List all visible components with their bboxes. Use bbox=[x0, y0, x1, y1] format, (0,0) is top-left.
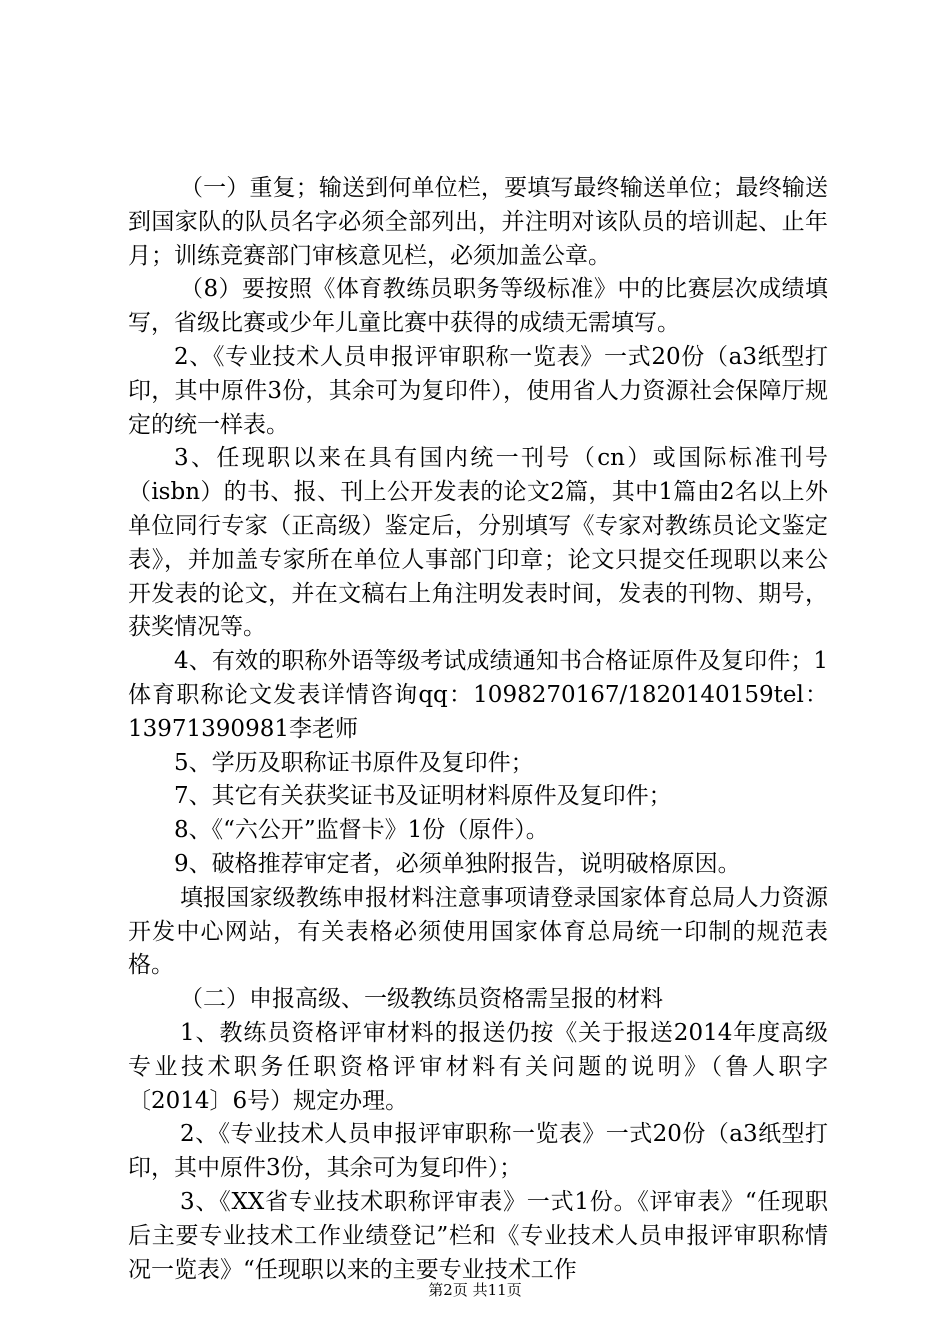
paragraph-5: 4、有效的职称外语等级考试成绩通知书合格证原件及复印件；1体育职称论文发表详情咨询qq：1098270167/1820140159tel：13971390981李老师 bbox=[128, 648, 828, 742]
paragraph-4: 3、任现职以来在具有国内统一刊号（cn）或国际标准刊号（isbn）的书、报、刊上公开发表的论文2篇，其中1篇由2名以上外单位同行专家（正高级）鉴定后，分别填写《专家对教练员论文鉴定表》，并加盖专家所在单位人事部门印章；论文只提交任现职以来公开发表的论文，并在文稿右上角注明发表时间，发表的刊物、期号，获奖情况等。 bbox=[128, 445, 828, 641]
paragraph-8: 8、《“六公开”监督卡》1份（原件）。 bbox=[174, 817, 549, 844]
paragraph-6: 5、学历及职称证书原件及复印件； bbox=[174, 749, 534, 776]
document-body bbox=[128, 172, 828, 1287]
paragraph-3: 2、《专业技术人员申报评审职称一览表》一式20份（a3纸型打印，其中原件3份，其余可为复印件），使用省人力资源社会保障厅规定的统一样表。 bbox=[128, 343, 828, 438]
paragraph-13: 3、《XX省专业技术职称评审表》一式1份。《评审表》“任现职后主要专业技术工作业绩登记”栏和《专业技术人员申报评审职称情况一览表》“任现职以来的主要专业技术工作 bbox=[128, 1188, 828, 1283]
paragraph-11: 1、教练员资格评审材料的报送仍按《关于报送2014年度高级专业技术职务任职资格评审材料有关问题的说明》（鲁人职字〔2014〕6号）规定办理。 bbox=[128, 1019, 828, 1114]
paragraph-10: 填报国家级教练申报材料注意事项请登录国家体育总局人力资源开发中心网站，有关表格必须使用国家体育总局统一印制的规范表格。 bbox=[128, 884, 828, 979]
paragraph-9: 9、破格推荐审定者，必须单独附报告，说明破格原因。 bbox=[174, 850, 741, 877]
paragraph-7: 7、其它有关获奖证书及证明材料原件及复印件； bbox=[174, 783, 672, 810]
page-number-footer: 第2页 共11页 bbox=[428, 1281, 522, 1299]
paragraph-12: 2、《专业技术人员申报评审职称一览表》一式20份（a3纸型打印，其中原件3份，其余可为复印件）； bbox=[128, 1121, 828, 1182]
paragraph-1: （一）重复；输送到何单位栏，要填写最终输送单位；最终输送到国家队的队员名字必须全部列出，并注明对该队员的培训起、止年月；训练竞赛部门审核意见栏，必须加盖公章。 bbox=[128, 175, 828, 269]
paragraph-2: （8）要按照《体育教练员职务等级标准》中的比赛层次成绩填写，省级比赛或少年儿童比赛中获得的成绩无需填写。 bbox=[128, 276, 828, 337]
section-heading-2: （二）申报高级、一级教练员资格需呈报的材料 bbox=[180, 986, 663, 1013]
